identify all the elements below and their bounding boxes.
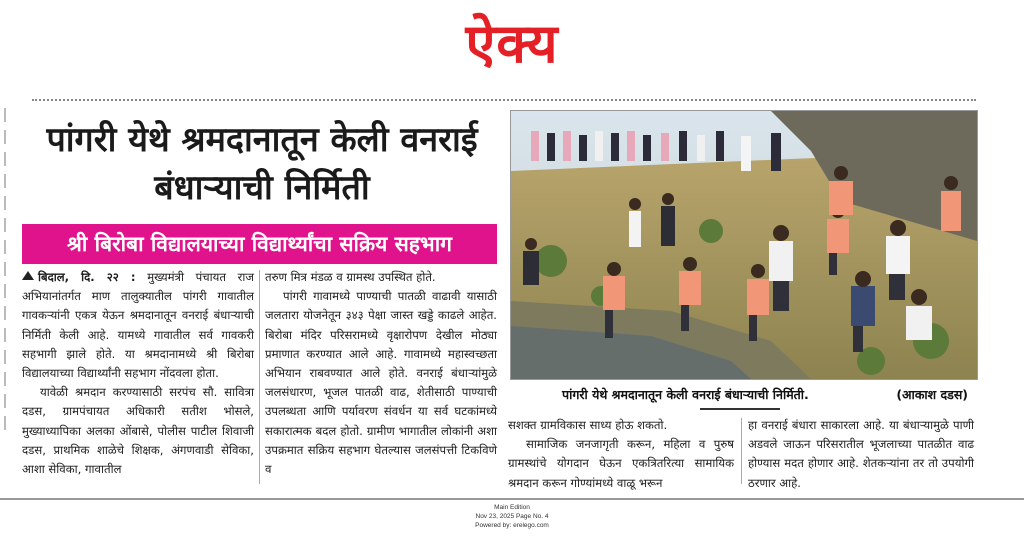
photo-credit: (आकाश दडस) — [896, 387, 968, 402]
article-column-1 — [22, 268, 254, 479]
paragraph: सशक्त ग्रामविकास साध्य होऊ शकतो. — [508, 418, 668, 432]
article-headline: पांगरी येथे श्रमदानातून केली वनराई बंधाऱ्याची निर्मिती — [46, 120, 478, 208]
paragraph: सामाजिक जनजागृती करून, महिला व पुरुष ग्रामस्थांचे योगदान घेऊन एकत्रितरित्या सामायिक श्रमदान करून गोण्यांमध्ये वाळू भरून — [508, 437, 734, 490]
paragraph: यावेळी श्रमदान करण्यासाठी सरपंच सौ. सावित्रा दडस, ग्रामपंचायत अधिकारी सतीश भोसले, मुख्याध्यापिका अलका ओंबासे, पोलीस पाटील शिवाजी दडस, प्राथमिक शाळेचे शिक्षक, अंगणवाडी सेविका, आशा सेविका, गावातील — [22, 385, 254, 477]
paragraph: मुख्यमंत्री पंचायत राज अभियानांतर्गत माण तालुक्यातील पांगरी गावातील गावकऱ्यांनी एकत्र येऊन श्रमदानातून वनराई बंधाऱ्याची निर्मिती केली आहे. यामध्ये गावातील सर्व गावकरी सहभागी झाले होते. या श्रमदानामध्ये श्री बिरोबा विद्यालयाच्या विद्यार्थ्यांनी सहभाग नोंदवला होता. — [22, 270, 255, 381]
photo-caption: पांगरी येथे श्रमदानातून केली वनराई बंधाऱ्याची निर्मिती. — [562, 387, 809, 402]
dateline-triangle-icon — [22, 271, 34, 280]
article-column-2 — [265, 268, 497, 479]
paragraph: हा वनराई बंधारा साकारला आहे. या बंधाऱ्यामुळे पाणी अडवले जाऊन परिसरातील भूजलाच्या पातळीत वाढ होण्यास मदत होणार आहे. शेतकऱ्यांना तर तो उपयोगी ठरणार आहे. — [748, 418, 974, 490]
top-divider — [32, 99, 976, 101]
article-column-4 — [748, 416, 974, 493]
page-footer — [0, 503, 1024, 530]
paragraph: पांगरी गावामध्ये पाण्याची पातळी वाढावी यासाठी जलतारा योजनेतून ३४३ पेक्षा जास्त खड्डे काढले आहेत. बिरोबा मंदिर परिसरामध्ये वृक्षारोपण देखील मोठ्या प्रमाणात करण्यात आले आहे. गावामध्ये महास्वच्छता अभियान राबवण्यात आले होते. वनराई बंधाऱ्यांमुळे जलसंधारण, भूजल पातळी वाढ, शेतीसाठी पाण्याची उपलब्धता आणि पर्यावरण संवर्धन या सर्व घटकांमध्ये सकारात्मक बदल होतो. ग्रामीण भागातील लोकांनी अशा उपक्रमात सक्रिय सहभाग घेतल्यास जलसंपत्ती टिकविणे व — [265, 289, 497, 477]
photo-caption-bar — [510, 384, 976, 406]
dateline: बिदाल, दि. २२ : — [38, 270, 136, 284]
footer-edition: Main Edition — [494, 504, 530, 511]
footer-powered-by: Powered by: erelego.com — [475, 522, 549, 529]
footer-date-page: Nov 23, 2025 Page No. 4 — [475, 513, 549, 520]
paragraph: तरुण मित्र मंडळ व ग्रामस्थ उपस्थित होते. — [265, 270, 436, 284]
column-divider — [741, 418, 742, 484]
article-photo — [510, 110, 978, 380]
article-subheadline: श्री बिरोबा विद्यालयाच्या विद्यार्थ्यांचा सक्रिय सहभाग — [22, 224, 497, 264]
adjacent-column-edge — [0, 100, 18, 480]
column-divider — [259, 270, 260, 484]
bottom-divider — [0, 498, 1024, 500]
article-column-3 — [508, 416, 734, 493]
caption-underline — [700, 408, 780, 410]
newspaper-masthead: ऐक्य — [465, 12, 559, 75]
